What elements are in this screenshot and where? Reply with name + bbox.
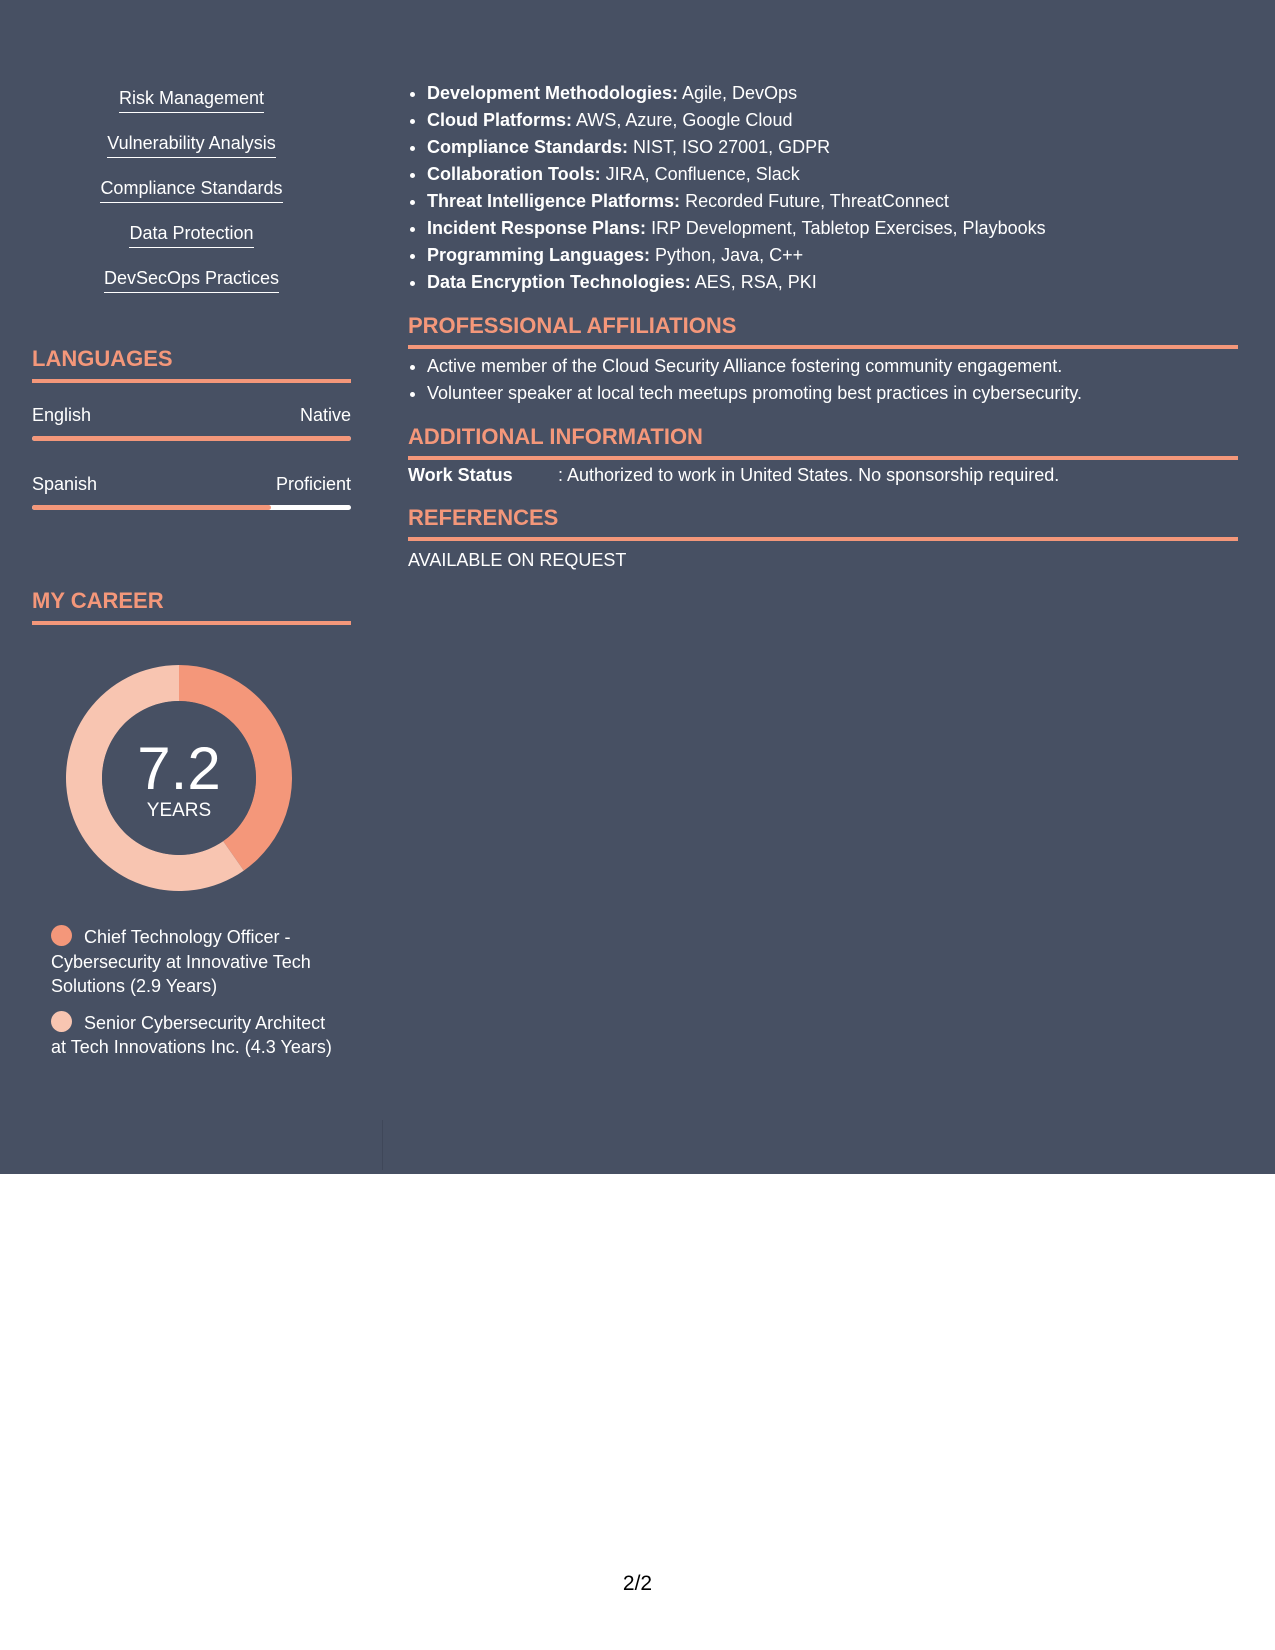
career-total-unit: YEARS (146, 800, 212, 821)
technology-label: Development Methodologies: (427, 83, 679, 103)
career-legend-label: Chief Technology Officer - Cybersecurity at Innovative Tech Solutions (2.9 Years) (51, 927, 311, 996)
sidebar (32, 0, 351, 1174)
language-proficiency-bar (32, 505, 351, 510)
language-proficiency-fill (32, 505, 271, 510)
skills-list (32, 86, 351, 311)
technology-value: NIST, ISO 27001, GDPR (628, 137, 831, 157)
column-divider (382, 1120, 383, 1170)
skill-label: Risk Management (119, 86, 264, 113)
technology-value: JIRA, Confluence, Slack (600, 164, 800, 184)
career-donut-chart (66, 665, 292, 891)
language-level: Native (299, 405, 351, 425)
skill-label: Vulnerability Analysis (107, 131, 275, 158)
technology-label: Collaboration Tools: (427, 164, 601, 184)
technology-value: Agile, DevOps (678, 83, 798, 103)
skill-label: Data Protection (129, 221, 253, 248)
affiliations-heading: PROFESSIONAL AFFILIATIONS (408, 312, 1238, 349)
technology-value: Python, Java, C++ (650, 245, 804, 265)
career-heading: MY CAREER (32, 587, 351, 625)
technology-label: Programming Languages: (427, 245, 651, 265)
additional-info-heading: ADDITIONAL INFORMATION (408, 423, 1238, 460)
career-legend-label: Senior Cybersecurity Architect at Tech Innovations Inc. (4.3 Years) (51, 1012, 332, 1057)
donut-center (66, 665, 292, 891)
technology-value: AWS, Azure, Google Cloud (572, 110, 793, 130)
technology-item (427, 188, 1238, 215)
language-proficiency-bar (32, 436, 351, 441)
legend-dot-icon (51, 925, 72, 946)
affiliation-item: • Active member of the Cloud Security Alliance fostering community engagement. (427, 353, 1238, 380)
career-total-value: 7.2 (137, 735, 221, 802)
technology-item (427, 269, 1238, 296)
career-legend-item (51, 1011, 341, 1060)
language-proficiency-fill (32, 436, 351, 441)
technology-label: Compliance Standards: (427, 137, 629, 157)
affiliation-item: • Volunteer speaker at local tech meetups promoting best practices in cybersecurity. (427, 380, 1238, 407)
technology-label: Cloud Platforms: (427, 110, 573, 130)
technology-value: Recorded Future, ThreatConnect (680, 191, 949, 211)
career-legend-item (51, 925, 341, 999)
technology-item (427, 215, 1238, 242)
language-name: English (32, 405, 92, 425)
legend-dot-icon (51, 1011, 72, 1032)
page-number: 2/2 (622, 1572, 653, 1595)
technology-item (427, 161, 1238, 188)
technology-item (427, 107, 1238, 134)
language-name: Spanish (32, 474, 98, 494)
skill-item (32, 86, 351, 131)
references-heading: REFERENCES (408, 504, 1238, 541)
language-item-english (32, 403, 351, 441)
technology-label: Incident Response Plans: (427, 218, 647, 238)
technology-item (427, 242, 1238, 269)
affiliations-list (408, 353, 1238, 407)
technology-value: AES, RSA, PKI (690, 272, 817, 292)
skill-item (32, 221, 351, 266)
references-text: AVAILABLE ON REQUEST (408, 550, 627, 570)
career-legend (51, 925, 341, 1072)
technology-label: Data Encryption Technologies: (427, 272, 691, 292)
technology-item (427, 134, 1238, 161)
skill-item (32, 266, 351, 311)
skill-label: Compliance Standards (100, 176, 282, 203)
languages-heading: LANGUAGES (32, 345, 351, 383)
technology-label: Threat Intelligence Platforms: (427, 191, 681, 211)
skill-item (32, 176, 351, 221)
work-status-value: : Authorized to work in United States. No sponsorship required. (558, 465, 1060, 485)
work-status-label: Work Status (408, 465, 513, 485)
technology-value: IRP Development, Tabletop Exercises, Playbooks (646, 218, 1046, 238)
skill-label: DevSecOps Practices (104, 266, 279, 293)
language-item-spanish (32, 472, 351, 510)
work-status-row (408, 463, 1059, 487)
technology-item (427, 80, 1238, 107)
skill-item (32, 131, 351, 176)
language-level: Proficient (275, 474, 351, 494)
technologies-list (408, 80, 1238, 296)
